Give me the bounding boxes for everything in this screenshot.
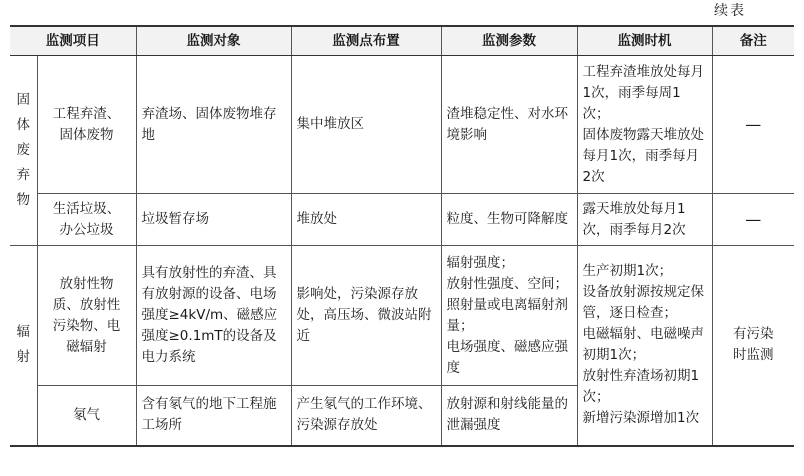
- timing-cell: 工程弃渣堆放处每月1次，雨季每周1次； 固体废物露天堆放处每月1次，雨季每月2次: [577, 56, 712, 194]
- header-note: 备注: [712, 26, 794, 56]
- object-cell: 垃圾暂存场: [136, 194, 291, 246]
- header-timing: 监测时机: [577, 26, 712, 56]
- location-cell: 堆放处: [291, 194, 441, 246]
- note-cell: —: [712, 194, 794, 246]
- category-solid-waste: 固 体 废 弃 物: [10, 56, 37, 246]
- header-object: 监测对象: [136, 26, 291, 56]
- object-cell: 弃渣场、固体废物堆存地: [136, 56, 291, 194]
- params-cell: 粒度、生物可降解度: [441, 194, 577, 246]
- table-row: [10, 246, 794, 386]
- header-row: [10, 26, 794, 56]
- item-cell: 工程弃渣、 固体废物: [37, 56, 136, 194]
- item-cell: 氡气: [37, 386, 136, 446]
- timing-cell: 露天堆放处每月1次，雨季每月2次: [577, 194, 712, 246]
- header-location: 监测点布置: [291, 26, 441, 56]
- table-row: [10, 194, 794, 246]
- note-cell: —: [712, 56, 794, 194]
- location-cell: 影响处，污染源存放处，高压场、微波站附近: [291, 246, 441, 386]
- monitoring-table: [10, 25, 794, 447]
- timing-cell: 生产初期1次； 设备放射源按规定保管，逐日检查； 电磁辐射、电磁噪声初期1次； 放射性弃渣场初期1次； 新增污染源增加1次: [577, 246, 712, 446]
- object-cell: 含有氡气的地下工程施工场所: [136, 386, 291, 446]
- params-cell: 放射源和射线能量的泄漏强度: [441, 386, 577, 446]
- item-cell: 放射性物 质、放射性 污染物、电 磁辐射: [37, 246, 136, 386]
- params-cell: 辐射强度； 放射性强度、空间；照射量或电离辐射剂量； 电场强度、磁感应强度: [441, 246, 577, 386]
- note-cell: 有污染 时监测: [712, 246, 794, 446]
- category-radiation: 辐 射: [10, 246, 37, 446]
- table-row: [10, 56, 794, 194]
- params-cell: 渣堆稳定性、对水环境影响: [441, 56, 577, 194]
- continued-label: 续表: [714, 3, 746, 19]
- location-cell: 集中堆放区: [291, 56, 441, 194]
- header-params: 监测参数: [441, 26, 577, 56]
- object-cell: 具有放射性的弃渣、具有放射源的设备、电场强度≥4kV/m、磁感应强度≥0.1mT的设备及电力系统: [136, 246, 291, 386]
- location-cell: 产生氡气的工作环境、污染源存放处: [291, 386, 441, 446]
- header-item: 监测项目: [10, 26, 136, 56]
- item-cell: 生活垃圾、 办公垃圾: [37, 194, 136, 246]
